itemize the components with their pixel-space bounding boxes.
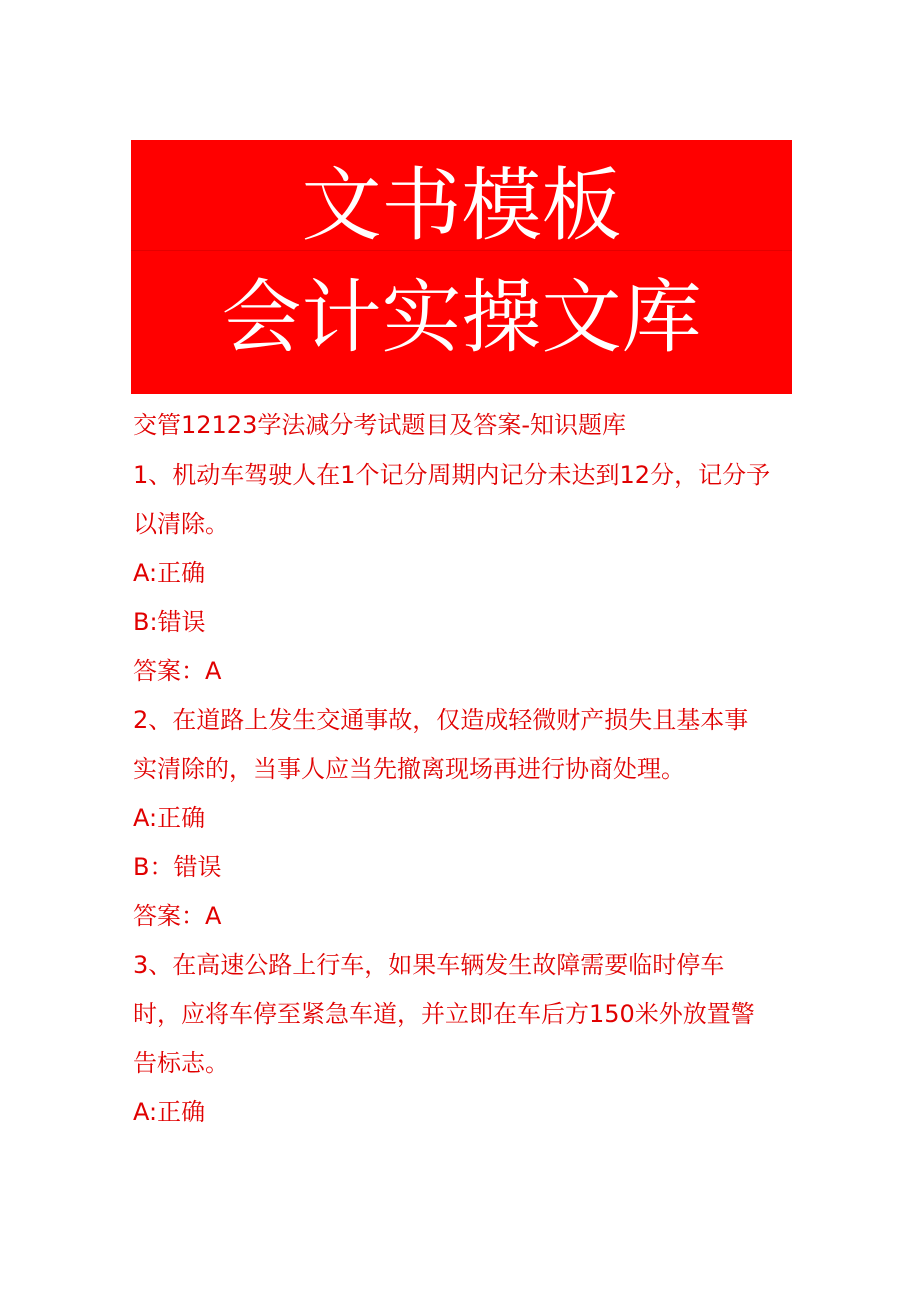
question-2-option-a: A:正确 <box>133 804 206 832</box>
question-1-text-line1: 1、机动车驾驶人在1个记分周期内记分未达到12分，记分予 <box>133 461 771 489</box>
question-3-option-a: A:正确 <box>133 1098 206 1126</box>
question-1-answer: 答案：A <box>133 657 222 685</box>
question-2-answer: 答案：A <box>133 902 222 930</box>
question-1-option-b: B:错误 <box>133 608 206 636</box>
question-3-text-line3: 告标志。 <box>133 1049 229 1077</box>
question-3 <box>133 941 788 1137</box>
question-1-text-line2: 以清除。 <box>133 510 229 538</box>
question-2-text-line2: 实清除的，当事人应当先撤离现场再进行协商处理。 <box>133 755 685 783</box>
question-1-option-a: A:正确 <box>133 559 206 587</box>
document-title: 交管12123学法减分考试题目及答案-知识题库 <box>133 411 627 439</box>
question-2-text-line1: 2、在道路上发生交通事故，仅造成轻微财产损失且基本事 <box>133 706 749 734</box>
document-body <box>133 406 788 1137</box>
question-2-option-b: B：错误 <box>133 853 222 881</box>
header-banner <box>131 140 792 394</box>
question-1 <box>133 451 788 696</box>
question-2 <box>133 696 788 941</box>
question-3-text-line2: 时，应将车停至紧急车道，并立即在车后方150米外放置警 <box>133 1000 755 1028</box>
banner-title-line1: 文书模板 <box>301 159 622 252</box>
question-3-text-line1: 3、在高速公路上行车，如果车辆发生故障需要临时停车 <box>133 951 725 979</box>
banner-title-line2: 会计实操文库 <box>221 271 702 364</box>
